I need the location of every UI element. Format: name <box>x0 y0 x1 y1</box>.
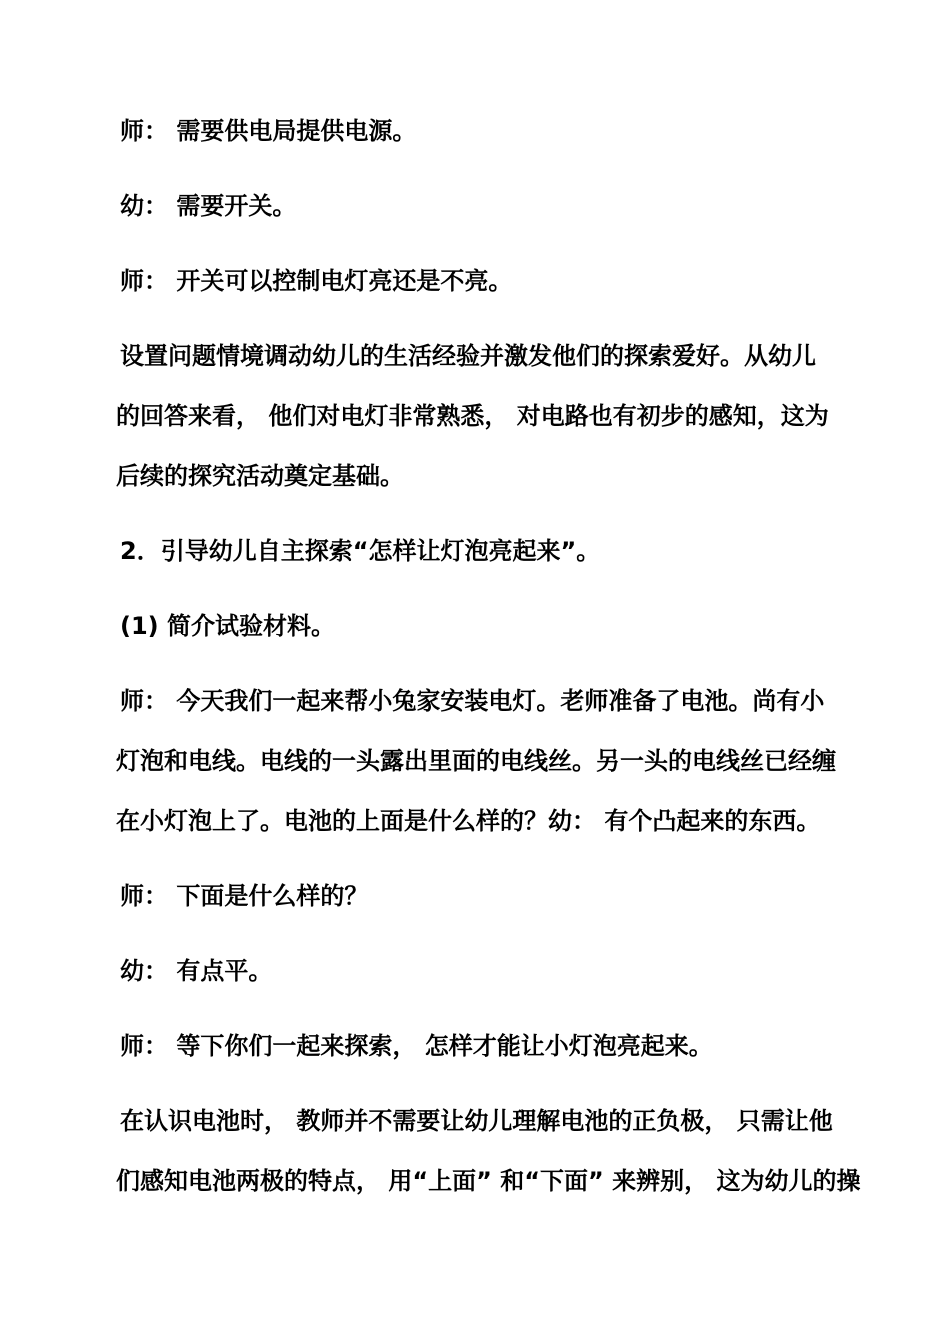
paragraph-line: 的回答来看， 他们对电灯非常熟悉， 对电路也有初步的感知，这为 <box>116 402 829 430</box>
paragraph-line: 设置问题情境调动幼儿的生活经验并激发他们的探索爱好。从幼儿 <box>120 342 816 370</box>
dialogue-line-child: 幼： 需要开关。 <box>120 192 297 220</box>
dialogue-line-teacher: 师： 下面是什么样的？ <box>120 882 369 910</box>
dialogue-line-teacher: 师： 等下你们一起来探索， 怎样才能让小灯泡亮起来。 <box>120 1032 713 1060</box>
dialogue-line-teacher: 师： 开关可以控制电灯亮还是不亮。 <box>120 267 513 295</box>
paragraph-line: 后续的探究活动奠定基础。 <box>116 462 404 490</box>
dialogue-line-teacher: 师： 需要供电局提供电源。 <box>120 117 417 145</box>
subsection-heading: (1) 简介试验材料。 <box>120 612 335 640</box>
dialogue-line-child: 幼： 有点平。 <box>120 957 273 985</box>
section-heading: 2．引导幼儿自主探索“怎样让灯泡亮起来”。 <box>120 537 601 565</box>
paragraph-line: 在小灯泡上了。电池的上面是什么样的？幼： 有个凸起来的东西。 <box>116 807 821 835</box>
dialogue-line-teacher: 师： 今天我们一起来帮小兔家安装电灯。老师准备了电池。尚有小 <box>120 687 825 715</box>
paragraph-line: 在认识电池时， 教师并不需要让幼儿理解电池的正负极， 只需让他 <box>120 1107 833 1135</box>
paragraph-line: 们感知电池两极的特点， 用“上面” 和“下面” 来辨别， 这为幼儿的操 <box>116 1167 861 1195</box>
paragraph-line: 灯泡和电线。电线的一头露出里面的电线丝。另一头的电线丝已经缠 <box>116 747 836 775</box>
